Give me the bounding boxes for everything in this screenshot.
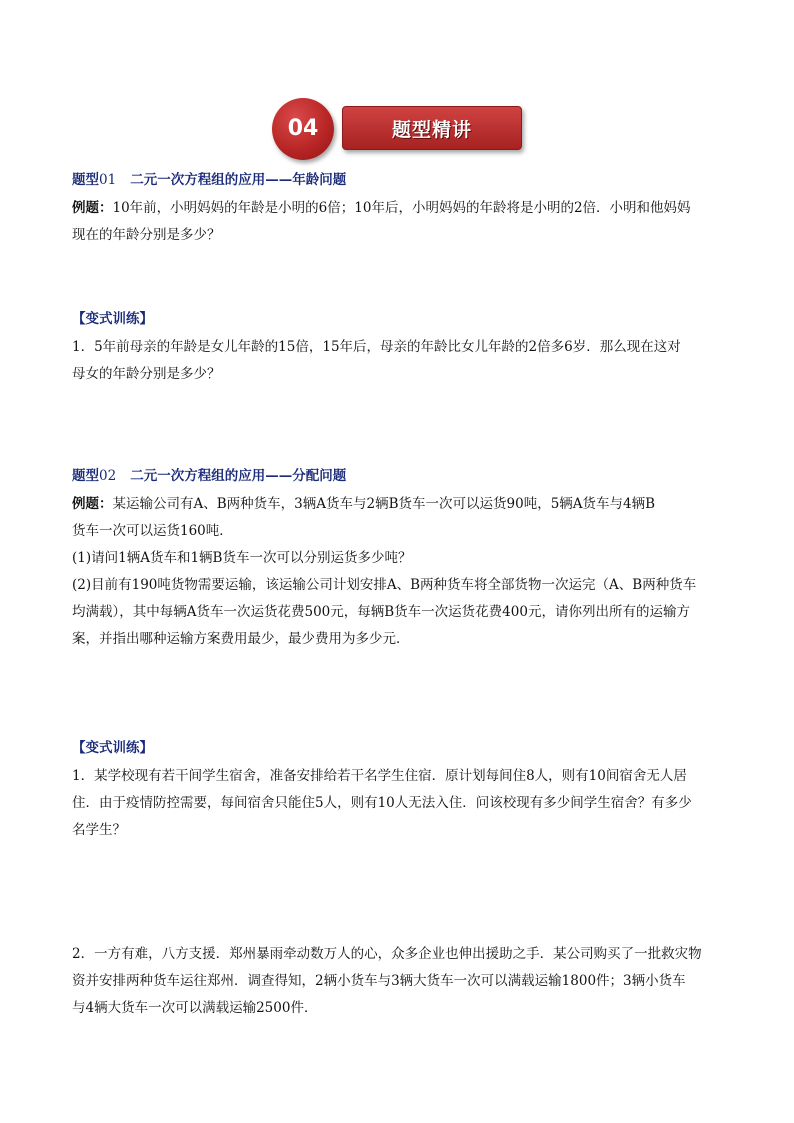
section-title: 题型精讲 (391, 118, 472, 141)
type2-heading-num: 02 (99, 468, 117, 484)
type1-example-label: 例题： (72, 200, 113, 216)
type2-part2-line2: 均满载），其中每辆A货车一次运货花费500元，每辆B货车一次运货花费400元，请你列出所有的运输方 (72, 604, 690, 620)
type1-heading-prefix: 题型 (72, 172, 99, 188)
type2-q2-line3: 与4辆大货车一次可以满载运输2500件． (72, 1000, 318, 1016)
section-banner (272, 96, 524, 162)
type2-q2-line2: 资并安排两种货车运往郑州．调查得知，2辆小货车与3辆大货车一次可以满载运输1800件；3辆小货车 (72, 973, 686, 989)
type1-q1-line1: 1．5年前母亲的年龄是女儿年龄的15倍，15年后，母亲的年龄比女儿年龄的2倍多6岁．那么现在这对 (72, 339, 681, 355)
type2-q1-line1: 1．某学校现有若干间学生宿舍，准备安排给若干名学生住宿．原计划每间住8人，则有10间宿舍无人居 (72, 768, 687, 784)
type2-example-line1 (72, 495, 732, 513)
type2-practice-label: 【变式训练】 (72, 740, 153, 756)
type2-q1-line3: 名学生？ (72, 822, 126, 838)
type1-heading-text: 二元一次方程组的应用——年龄问题 (130, 172, 347, 188)
section-number-badge: 04 (272, 98, 334, 160)
type2-part2-line1: (2)目前有190吨货物需要运输，该运输公司计划安排A、B两种货车将全部货物一次运完（A、B两种货车 (72, 577, 697, 593)
type1-example-line1 (72, 199, 732, 217)
type2-q2-line1: 2．一方有难，八方支援．郑州暴雨牵动数万人的心，众多企业也伸出援助之手．某公司购买了一批救灾物 (72, 946, 702, 962)
type2-example-line2: 货车一次可以运货160吨． (72, 523, 233, 539)
type2-q1-line2: 住．由于疫情防控需要，每间宿舍只能住5人，则有10人无法入住．问该校现有多少间学生宿舍？有多少 (72, 795, 692, 811)
type2-heading-prefix: 题型 (72, 468, 99, 484)
type1-example-line2: 现在的年龄分别是多少？ (72, 227, 221, 243)
type2-part2-line3: 案，并指出哪种运输方案费用最少，最少费用为多少元． (72, 631, 410, 647)
type2-example-label: 例题： (72, 496, 113, 512)
type2-example-text1: 某运输公司有A、B两种货车，3辆A货车与2辆B货车一次可以运货90吨，5辆A货车与4辆B (112, 496, 656, 512)
type1-practice-label: 【变式训练】 (72, 311, 153, 327)
type2-heading (72, 467, 732, 485)
type1-heading (72, 171, 732, 189)
type1-q1-line2: 母女的年龄分别是多少？ (72, 366, 221, 382)
type1-example-text1: 10年前，小明妈妈的年龄是小明的6倍；10年后，小明妈妈的年龄将是小明的2倍．小明和他妈妈 (112, 200, 691, 216)
type2-part1: (1)请问1辆A货车和1辆B货车一次可以分别运货多少吨？ (72, 550, 412, 566)
type1-heading-num: 01 (99, 172, 117, 188)
type2-heading-text: 二元一次方程组的应用——分配问题 (130, 468, 347, 484)
section-title-bar (342, 106, 522, 150)
